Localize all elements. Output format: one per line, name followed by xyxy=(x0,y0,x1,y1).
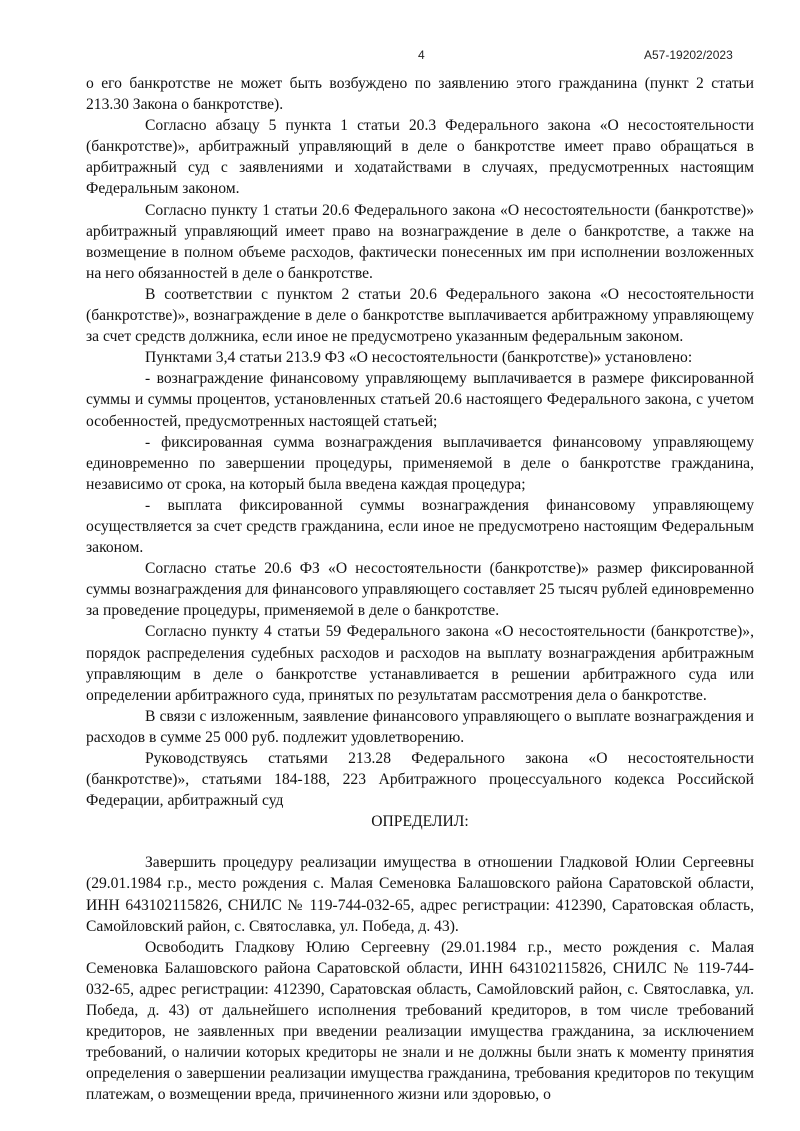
ruling-heading: ОПРЕДЕЛИЛ: xyxy=(371,813,469,831)
spacer xyxy=(86,832,754,852)
paragraph: Руководствуясь статьями 213.28 Федерального закона «О несостоятельности (банкротстве)», статьями 184-188, 223 Арбитражного процессуального кодекса Российской Федерации, арбитражный суд xyxy=(86,750,754,810)
paragraph: Согласно статье 20.6 ФЗ «О несостоятельности (банкротстве)» размер фиксированной суммы вознаграждения для финансового управляющего составляет 25 тысяч рублей единовременно за проведение процедуры, применяемой в деле о банкротстве. xyxy=(86,560,754,620)
paragraph: Пунктами 3,4 статьи 213.9 ФЗ «О несостоятельности (банкротстве)» установлено: xyxy=(145,349,693,367)
paragraph: В связи с изложенным, заявление финансового управляющего о выплате вознаграждения и расходов в сумме 25 000 руб. подлежит удовлетворению. xyxy=(86,707,754,746)
list-item: - вознаграждение финансовому управляющему выплачивается в размере фиксированной суммы и суммы процентов, установленных статьей 20.6 настоящего Федерального закона, с учетом особенностей, предусмотренных настоящей статьей; xyxy=(86,370,754,430)
paragraph: Согласно пункту 4 статьи 59 Федерального закона «О несостоятельности (банкротстве)», порядок распределения судебных расходов и расходов на выплату вознаграждения арбитражным управляющим в деле о банкротстве устанавливается в решении арбитражного суда или определении арбитражного суда, принятых по результатам рассмотрения дела о банкротстве. xyxy=(86,623,754,704)
list-item: - фиксированная сумма вознаграждения выплачивается финансовому управляющему единовременно по завершении процедуры, применяемой в деле о банкротстве гражданина, независимо от срока, на который была введена каждая процедура; xyxy=(86,433,754,493)
paragraph: В соответствии с пунктом 2 статьи 20.6 Федерального закона «О несостоятельности (банкротстве)», вознаграждение в деле о банкротстве выплачивается арбитражному управляющему за счет средств должника, если иное не предусмотрено указанным федеральным законом. xyxy=(86,285,754,346)
page-number: 4 xyxy=(418,48,425,62)
paragraph: Согласно пункту 1 статьи 20.6 Федерального закона «О несостоятельности (банкротстве)» арбитражный управляющий имеет право на вознаграждение в деле о банкротстве, а также на возмещение в полном объеме расходов, фактически понесенных им при исполнении возложенных на него обязанностей в деле о банкротстве. xyxy=(86,201,754,282)
document-body xyxy=(86,73,754,1106)
list-item: - выплата фиксированной суммы вознаграждения финансовому управляющему осуществляется за счет средств гражданина, если иное не предусмотрено настоящим Федеральным законом. xyxy=(86,496,754,557)
case-number: А57-19202/2023 xyxy=(644,48,733,62)
paragraph-continuation: о его банкротстве не может быть возбуждено по заявлению этого гражданина (пункт 2 статьи 213.30 Закона о банкротстве). xyxy=(86,75,754,114)
paragraph: Согласно абзацу 5 пункта 1 статьи 20.3 Федерального закона «О несостоятельности (банкротстве)», арбитражный управляющий в деле о банкротстве имеет право обращаться в арбитражный суд с заявлениями и ходатайствами в случаях, предусмотренных настоящим Федеральным законом. xyxy=(86,117,754,198)
ruling-paragraph: Освободить Гладкову Юлию Сергеевну (29.01.1984 г.р., место рождения с. Малая Семеновка Балашовского района Саратовской области, ИНН 643102115826, СНИЛС № 119-744-032-65, адрес регистрации: 412390, Саратовская область, Самойловский район, с. Святославка, ул. Победа, д. 43) от дальнейшего исполнения требований кредиторов, в том числе требований кредиторов, не заявленных при введении реализации имущества гражданина, за исключением требований, о наличии которых кредиторы не знали и не должны были знать к моменту принятия определения о завершении реализации имущества гражданина, требования кредиторов по текущим платежам, о возмещении вреда, причиненного жизни или здоровью, о xyxy=(86,938,754,1104)
ruling-paragraph: Завершить процедуру реализации имущества в отношении Гладковой Юлии Сергеевны (29.01.1984 г.р., место рождения с. Малая Семеновка Балашовского района Саратовской области, ИНН 643102115826, СНИЛС № 119-744-032-65, адрес регистрации: 412390, Саратовская область, Самойловский район, с. Святославка, ул. Победа, д. 43). xyxy=(86,854,754,935)
